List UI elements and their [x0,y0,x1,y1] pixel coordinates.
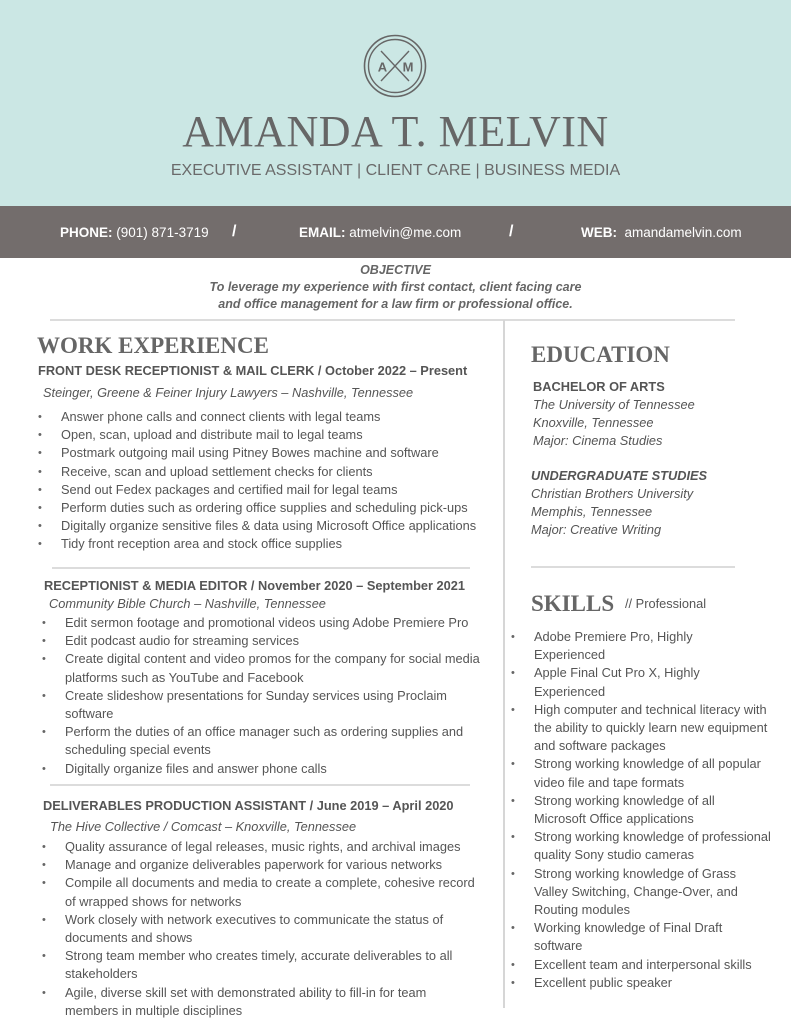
school-name: The University of Tennessee [533,397,695,412]
education-entry [531,467,707,539]
list-item: • Answer phone calls and connect clients with legal teams [38,408,498,426]
job-bullets [42,614,482,778]
list-item: • Send out Fedex packages and certified mail for legal teams [38,481,498,499]
skills-heading: SKILLS [531,591,615,616]
header-band [0,0,791,206]
school-major: Major: Creative Writing [531,522,662,537]
list-item: • Create digital content and video promos for the company for social media platforms such as YouTube and Facebook [42,650,482,686]
monogram-letter-m: M [402,59,414,75]
job-bullets [42,838,482,1020]
monogram-letter-a: A [377,59,388,75]
list-item: • Postmark outgoing mail using Pitney Bowes machine and software [38,444,498,462]
divider [531,566,735,568]
web-link[interactable]: amandamelvin.com [624,225,742,240]
work-experience-heading: WORK EXPERIENCE [37,333,269,358]
candidate-name: AMANDA T. MELVIN [182,107,609,156]
list-item: • Perform duties such as ordering office supplies and scheduling pick-ups [38,499,498,517]
job-organization: The Hive Collective / Comcast – Knoxville, Tennessee [50,819,357,834]
list-item: • Manage and organize deliverables paperwork for various networks [42,856,482,874]
list-item: • Strong working knowledge of professional quality Sony studio cameras [511,828,779,864]
phone-label: PHONE: [60,225,113,240]
degree-title: BACHELOR OF ARTS [533,379,665,394]
list-item: • Excellent team and interpersonal skills [511,956,779,974]
list-item: • Excellent public speaker [511,974,779,992]
school-major: Major: Cinema Studies [533,433,663,448]
list-item: • High computer and technical literacy with the ability to quickly learn new equipment and software packages [511,701,779,756]
job-organization: Community Bible Church – Nashville, Tennessee [49,596,326,611]
email-link[interactable]: atmelvin@me.com [349,225,462,240]
job-bullets [38,408,498,554]
objective-line: and office management for a law firm or professional office. [218,297,573,311]
list-item: • Digitally organize sensitive files & data using Microsoft Office applications [38,517,498,535]
list-item: • Compile all documents and media to create a complete, cohesive record of wrapped shows for networks [42,874,482,910]
list-item: • Strong working knowledge of Grass Valley Switching, Change-Over, and Routing modules [511,865,779,920]
objective-section [0,262,791,313]
contact-bar [0,206,791,258]
objective-title: OBJECTIVE [360,263,431,277]
list-item: • Strong working knowledge of all popular video file and tape formats [511,755,779,791]
list-item: • Work closely with network executives to communicate the status of documents and shows [42,911,482,947]
contact-separator: / [509,223,514,240]
list-item: • Receive, scan and upload settlement checks for clients [38,463,498,481]
monogram-logo-icon [363,34,427,98]
divider [50,319,735,321]
list-item: • Perform the duties of an office manager such as ordering supplies and scheduling special events [42,723,482,759]
list-item: • Working knowledge of Final Draft software [511,919,779,955]
list-item: • Strong working knowledge of all Microsoft Office applications [511,792,779,828]
job-title: DELIVERABLES PRODUCTION ASSISTANT / June 2019 – April 2020 [43,798,454,813]
contact-phone [60,225,209,241]
column-divider [503,320,505,1008]
contact-separator: / [232,223,237,240]
school-location: Memphis, Tennessee [531,504,653,519]
divider [52,567,470,569]
list-item: • Quality assurance of legal releases, music rights, and archival images [42,838,482,856]
list-item: • Create slideshow presentations for Sunday services using Proclaim software [42,687,482,723]
list-item: • Adobe Premiere Pro, Highly Experienced [511,628,779,664]
contact-email [299,225,461,241]
candidate-tagline: EXECUTIVE ASSISTANT | CLIENT CARE | BUSINESS MEDIA [170,162,621,179]
school-location: Knoxville, Tennessee [533,415,654,430]
degree-title: UNDERGRADUATE STUDIES [531,468,708,483]
skills-subtitle: // Professional [625,596,707,611]
objective-line: To leverage my experience with first contact, client facing care [209,280,582,294]
list-item: • Strong team member who creates timely, accurate deliverables to all stakeholders [42,947,482,983]
web-label: WEB: [581,225,617,240]
job-organization: Steinger, Greene & Feiner Injury Lawyers – Nashville, Tennessee [43,385,414,400]
school-name: Christian Brothers University [531,486,694,501]
divider [50,784,470,786]
job-title: RECEPTIONIST & MEDIA EDITOR / November 2020 – September 2021 [44,578,466,593]
list-item: • Tidy front reception area and stock office supplies [38,535,498,553]
list-item: • Edit sermon footage and promotional videos using Adobe Premiere Pro [42,614,482,632]
phone-value[interactable]: (901) 871-3719 [116,225,209,240]
email-label: EMAIL: [299,225,346,240]
education-entry [533,378,695,450]
list-item: • Apple Final Cut Pro X, Highly Experienced [511,664,779,700]
list-item: • Digitally organize files and answer phone calls [42,760,482,778]
list-item: • Agile, diverse skill set with demonstrated ability to fill-in for team members in multiple disciplines [42,984,482,1020]
education-heading: EDUCATION [531,342,670,367]
list-item: • Open, scan, upload and distribute mail to legal teams [38,426,498,444]
list-item: • Edit podcast audio for streaming services [42,632,482,650]
contact-web [581,225,742,241]
skills-list [511,628,779,992]
job-title: FRONT DESK RECEPTIONIST & MAIL CLERK / October 2022 – Present [38,363,468,378]
